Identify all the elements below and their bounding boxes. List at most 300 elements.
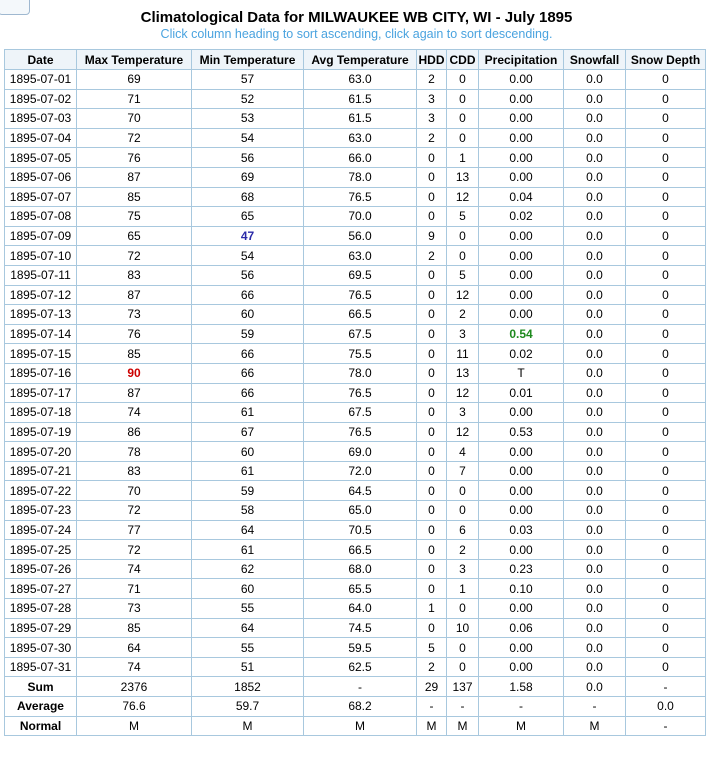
summary-cell-min-temperature: 59.7 — [192, 697, 304, 717]
cell-snow-depth: 0 — [626, 442, 706, 462]
cell-precipitation: 0.54 — [479, 324, 564, 344]
cell-date: 1895-07-16 — [5, 363, 77, 383]
cell-snow-depth: 0 — [626, 167, 706, 187]
summary-cell-min-temperature: M — [192, 716, 304, 736]
cell-snowfall: 0.0 — [564, 481, 626, 501]
cell-date: 1895-07-17 — [5, 383, 77, 403]
summary-cell-precipitation: 1.58 — [479, 677, 564, 697]
cell-date: 1895-07-25 — [5, 540, 77, 560]
cell-snow-depth: 0 — [626, 148, 706, 168]
cell-hdd: 3 — [417, 109, 447, 129]
cell-snowfall: 0.0 — [564, 363, 626, 383]
table-row — [5, 207, 706, 227]
cell-max-temperature: 76 — [77, 324, 192, 344]
cell-max-temperature: 74 — [77, 403, 192, 423]
cell-cdd: 0 — [447, 246, 479, 266]
cell-snow-depth: 0 — [626, 383, 706, 403]
cell-snow-depth: 0 — [626, 109, 706, 129]
cell-min-temperature: 51 — [192, 657, 304, 677]
column-header-snowfall[interactable]: Snowfall — [564, 50, 626, 70]
cell-avg-temperature: 61.5 — [304, 109, 417, 129]
table-row — [5, 305, 706, 325]
cell-hdd: 0 — [417, 167, 447, 187]
cell-snowfall: 0.0 — [564, 422, 626, 442]
cell-cdd: 7 — [447, 461, 479, 481]
cell-cdd: 12 — [447, 187, 479, 207]
cell-cdd: 10 — [447, 618, 479, 638]
cell-max-temperature: 72 — [77, 128, 192, 148]
cell-hdd: 2 — [417, 70, 447, 90]
cell-hdd: 0 — [417, 618, 447, 638]
cell-avg-temperature: 56.0 — [304, 226, 417, 246]
column-header-precipitation[interactable]: Precipitation — [479, 50, 564, 70]
table-row — [5, 226, 706, 246]
cell-snowfall: 0.0 — [564, 461, 626, 481]
cell-date: 1895-07-02 — [5, 89, 77, 109]
cell-precipitation: 0.03 — [479, 520, 564, 540]
cell-hdd: 0 — [417, 501, 447, 521]
cell-snow-depth: 0 — [626, 226, 706, 246]
cell-avg-temperature: 76.5 — [304, 285, 417, 305]
cell-date: 1895-07-03 — [5, 109, 77, 129]
cell-precipitation: 0.00 — [479, 128, 564, 148]
table-row — [5, 501, 706, 521]
summary-label: Average — [5, 697, 77, 717]
cell-hdd: 0 — [417, 344, 447, 364]
cell-snowfall: 0.0 — [564, 618, 626, 638]
cell-avg-temperature: 63.0 — [304, 70, 417, 90]
table-row — [5, 657, 706, 677]
cell-cdd: 12 — [447, 422, 479, 442]
cell-hdd: 1 — [417, 599, 447, 619]
table-row — [5, 148, 706, 168]
cell-hdd: 0 — [417, 265, 447, 285]
cell-hdd: 0 — [417, 422, 447, 442]
table-row — [5, 265, 706, 285]
cell-avg-temperature: 68.0 — [304, 559, 417, 579]
cell-precipitation: 0.00 — [479, 305, 564, 325]
cell-snowfall: 0.0 — [564, 520, 626, 540]
cell-min-temperature: 64 — [192, 618, 304, 638]
summary-cell-max-temperature: 76.6 — [77, 697, 192, 717]
cell-avg-temperature: 65.0 — [304, 501, 417, 521]
cell-precipitation: 0.00 — [479, 70, 564, 90]
cell-max-temperature: 85 — [77, 187, 192, 207]
cell-precipitation: 0.00 — [479, 265, 564, 285]
summary-row-sum — [5, 677, 706, 697]
summary-cell-snow-depth: - — [626, 716, 706, 736]
cell-cdd: 0 — [447, 599, 479, 619]
table-row — [5, 128, 706, 148]
cell-date: 1895-07-04 — [5, 128, 77, 148]
cell-snowfall: 0.0 — [564, 383, 626, 403]
cell-snow-depth: 0 — [626, 363, 706, 383]
table-header-row — [5, 50, 706, 70]
cell-max-temperature: 83 — [77, 461, 192, 481]
cell-avg-temperature: 64.0 — [304, 599, 417, 619]
cell-avg-temperature: 59.5 — [304, 638, 417, 658]
summary-cell-hdd: 29 — [417, 677, 447, 697]
table-summary — [5, 677, 706, 736]
summary-cell-snow-depth: - — [626, 677, 706, 697]
cell-snow-depth: 0 — [626, 559, 706, 579]
cell-snowfall: 0.0 — [564, 207, 626, 227]
cell-date: 1895-07-15 — [5, 344, 77, 364]
cell-snowfall: 0.0 — [564, 167, 626, 187]
cell-precipitation: 0.00 — [479, 657, 564, 677]
cell-snow-depth: 0 — [626, 657, 706, 677]
cell-snowfall: 0.0 — [564, 403, 626, 423]
summary-label: Normal — [5, 716, 77, 736]
table-row — [5, 246, 706, 266]
cell-hdd: 2 — [417, 657, 447, 677]
cell-date: 1895-07-08 — [5, 207, 77, 227]
window-corner-tab — [0, 0, 30, 15]
cell-precipitation: 0.06 — [479, 618, 564, 638]
table-row — [5, 481, 706, 501]
cell-snow-depth: 0 — [626, 638, 706, 658]
cell-hdd: 2 — [417, 246, 447, 266]
cell-min-temperature: 60 — [192, 305, 304, 325]
cell-max-temperature: 72 — [77, 501, 192, 521]
cell-precipitation: 0.00 — [479, 540, 564, 560]
table-row — [5, 579, 706, 599]
cell-date: 1895-07-05 — [5, 148, 77, 168]
table-row — [5, 109, 706, 129]
cell-hdd: 0 — [417, 559, 447, 579]
cell-avg-temperature: 78.0 — [304, 167, 417, 187]
cell-max-temperature: 73 — [77, 305, 192, 325]
cell-precipitation: 0.00 — [479, 167, 564, 187]
cell-cdd: 3 — [447, 559, 479, 579]
table-row — [5, 422, 706, 442]
cell-snowfall: 0.0 — [564, 70, 626, 90]
table-row — [5, 638, 706, 658]
cell-cdd: 5 — [447, 265, 479, 285]
cell-min-temperature: 54 — [192, 128, 304, 148]
cell-min-temperature: 60 — [192, 442, 304, 462]
cell-avg-temperature: 67.5 — [304, 324, 417, 344]
cell-avg-temperature: 61.5 — [304, 89, 417, 109]
cell-cdd: 12 — [447, 285, 479, 305]
cell-snowfall: 0.0 — [564, 559, 626, 579]
cell-date: 1895-07-07 — [5, 187, 77, 207]
summary-cell-snowfall: M — [564, 716, 626, 736]
cell-min-temperature: 61 — [192, 540, 304, 560]
cell-precipitation: 0.00 — [479, 226, 564, 246]
cell-avg-temperature: 66.5 — [304, 305, 417, 325]
cell-date: 1895-07-29 — [5, 618, 77, 638]
cell-snowfall: 0.0 — [564, 599, 626, 619]
summary-cell-max-temperature: M — [77, 716, 192, 736]
cell-max-temperature: 86 — [77, 422, 192, 442]
cell-date: 1895-07-10 — [5, 246, 77, 266]
summary-cell-min-temperature: 1852 — [192, 677, 304, 697]
cell-snow-depth: 0 — [626, 246, 706, 266]
cell-hdd: 9 — [417, 226, 447, 246]
cell-snow-depth: 0 — [626, 207, 706, 227]
summary-cell-precipitation: - — [479, 697, 564, 717]
summary-cell-max-temperature: 2376 — [77, 677, 192, 697]
cell-snowfall: 0.0 — [564, 305, 626, 325]
cell-min-temperature: 52 — [192, 89, 304, 109]
cell-snow-depth: 0 — [626, 618, 706, 638]
cell-precipitation: 0.00 — [479, 461, 564, 481]
cell-cdd: 0 — [447, 70, 479, 90]
cell-min-temperature: 56 — [192, 265, 304, 285]
column-header-snow-depth[interactable]: Snow Depth — [626, 50, 706, 70]
cell-snowfall: 0.0 — [564, 579, 626, 599]
table-row — [5, 363, 706, 383]
cell-max-temperature: 85 — [77, 618, 192, 638]
table-row — [5, 187, 706, 207]
cell-date: 1895-07-23 — [5, 501, 77, 521]
cell-cdd: 2 — [447, 305, 479, 325]
cell-snowfall: 0.0 — [564, 226, 626, 246]
cell-date: 1895-07-26 — [5, 559, 77, 579]
column-header-hdd[interactable]: HDD — [417, 50, 447, 70]
cell-snow-depth: 0 — [626, 89, 706, 109]
cell-precipitation: 0.00 — [479, 148, 564, 168]
cell-date: 1895-07-27 — [5, 579, 77, 599]
cell-cdd: 2 — [447, 540, 479, 560]
cell-max-temperature: 76 — [77, 148, 192, 168]
cell-avg-temperature: 70.0 — [304, 207, 417, 227]
cell-cdd: 0 — [447, 89, 479, 109]
cell-snow-depth: 0 — [626, 501, 706, 521]
cell-snow-depth: 0 — [626, 265, 706, 285]
cell-precipitation: T — [479, 363, 564, 383]
cell-date: 1895-07-11 — [5, 265, 77, 285]
cell-precipitation: 0.00 — [479, 501, 564, 521]
cell-precipitation: 0.00 — [479, 599, 564, 619]
cell-snowfall: 0.0 — [564, 148, 626, 168]
column-header-avg-temperature[interactable]: Avg Temperature — [304, 50, 417, 70]
table-row — [5, 89, 706, 109]
cell-cdd: 0 — [447, 657, 479, 677]
cell-min-temperature: 57 — [192, 70, 304, 90]
cell-snow-depth: 0 — [626, 324, 706, 344]
cell-precipitation: 0.01 — [479, 383, 564, 403]
cell-max-temperature: 72 — [77, 246, 192, 266]
cell-hdd: 0 — [417, 579, 447, 599]
cell-avg-temperature: 65.5 — [304, 579, 417, 599]
cell-cdd: 0 — [447, 128, 479, 148]
cell-avg-temperature: 75.5 — [304, 344, 417, 364]
cell-snow-depth: 0 — [626, 344, 706, 364]
cell-cdd: 12 — [447, 383, 479, 403]
summary-cell-hdd: - — [417, 697, 447, 717]
cell-hdd: 0 — [417, 383, 447, 403]
cell-precipitation: 0.00 — [479, 442, 564, 462]
cell-min-temperature: 60 — [192, 579, 304, 599]
cell-snow-depth: 0 — [626, 187, 706, 207]
cell-max-temperature: 71 — [77, 89, 192, 109]
table-row — [5, 618, 706, 638]
column-header-max-temperature[interactable]: Max Temperature — [77, 50, 192, 70]
cell-snowfall: 0.0 — [564, 442, 626, 462]
cell-max-temperature: 70 — [77, 109, 192, 129]
table-row — [5, 383, 706, 403]
cell-avg-temperature: 69.0 — [304, 442, 417, 462]
cell-date: 1895-07-20 — [5, 442, 77, 462]
cell-cdd: 1 — [447, 579, 479, 599]
cell-min-temperature: 65 — [192, 207, 304, 227]
cell-date: 1895-07-31 — [5, 657, 77, 677]
cell-min-temperature: 62 — [192, 559, 304, 579]
cell-hdd: 5 — [417, 638, 447, 658]
cell-date: 1895-07-30 — [5, 638, 77, 658]
cell-snowfall: 0.0 — [564, 246, 626, 266]
cell-min-temperature: 67 — [192, 422, 304, 442]
cell-min-temperature: 56 — [192, 148, 304, 168]
table-row — [5, 403, 706, 423]
cell-max-temperature: 74 — [77, 657, 192, 677]
cell-min-temperature: 66 — [192, 285, 304, 305]
cell-snow-depth: 0 — [626, 579, 706, 599]
cell-hdd: 0 — [417, 520, 447, 540]
cell-precipitation: 0.00 — [479, 638, 564, 658]
cell-cdd: 0 — [447, 501, 479, 521]
summary-cell-cdd: 137 — [447, 677, 479, 697]
cell-cdd: 6 — [447, 520, 479, 540]
cell-hdd: 0 — [417, 305, 447, 325]
cell-max-temperature: 75 — [77, 207, 192, 227]
cell-date: 1895-07-12 — [5, 285, 77, 305]
cell-min-temperature: 66 — [192, 383, 304, 403]
cell-cdd: 13 — [447, 167, 479, 187]
summary-row-average — [5, 697, 706, 717]
cell-snowfall: 0.0 — [564, 265, 626, 285]
cell-snowfall: 0.0 — [564, 187, 626, 207]
cell-avg-temperature: 64.5 — [304, 481, 417, 501]
cell-precipitation: 0.23 — [479, 559, 564, 579]
cell-hdd: 0 — [417, 363, 447, 383]
cell-avg-temperature: 66.0 — [304, 148, 417, 168]
cell-max-temperature: 70 — [77, 481, 192, 501]
cell-snowfall: 0.0 — [564, 128, 626, 148]
summary-cell-cdd: M — [447, 716, 479, 736]
cell-precipitation: 0.10 — [479, 579, 564, 599]
cell-min-temperature: 69 — [192, 167, 304, 187]
cell-max-temperature: 65 — [77, 226, 192, 246]
cell-snowfall: 0.0 — [564, 344, 626, 364]
cell-min-temperature: 47 — [192, 226, 304, 246]
cell-cdd: 3 — [447, 403, 479, 423]
cell-max-temperature: 74 — [77, 559, 192, 579]
cell-cdd: 0 — [447, 226, 479, 246]
cell-snow-depth: 0 — [626, 403, 706, 423]
cell-hdd: 0 — [417, 207, 447, 227]
cell-max-temperature: 83 — [77, 265, 192, 285]
sort-hint: Click column heading to sort ascending, click again to sort descending. — [160, 27, 553, 41]
cell-hdd: 0 — [417, 481, 447, 501]
cell-avg-temperature: 66.5 — [304, 540, 417, 560]
cell-max-temperature: 69 — [77, 70, 192, 90]
cell-min-temperature: 64 — [192, 520, 304, 540]
cell-precipitation: 0.00 — [479, 285, 564, 305]
table-row — [5, 599, 706, 619]
cell-avg-temperature: 63.0 — [304, 246, 417, 266]
cell-min-temperature: 66 — [192, 344, 304, 364]
column-header-cdd[interactable]: CDD — [447, 50, 479, 70]
cell-hdd: 0 — [417, 148, 447, 168]
cell-snowfall: 0.0 — [564, 109, 626, 129]
cell-precipitation: 0.02 — [479, 344, 564, 364]
table-row — [5, 559, 706, 579]
summary-cell-snowfall: 0.0 — [564, 677, 626, 697]
cell-snowfall: 0.0 — [564, 638, 626, 658]
cell-min-temperature: 53 — [192, 109, 304, 129]
cell-precipitation: 0.00 — [479, 403, 564, 423]
cell-snowfall: 0.0 — [564, 285, 626, 305]
cell-cdd: 0 — [447, 481, 479, 501]
cell-hdd: 0 — [417, 461, 447, 481]
cell-cdd: 1 — [447, 148, 479, 168]
cell-precipitation: 0.00 — [479, 246, 564, 266]
cell-date: 1895-07-13 — [5, 305, 77, 325]
cell-date: 1895-07-28 — [5, 599, 77, 619]
cell-snow-depth: 0 — [626, 599, 706, 619]
cell-min-temperature: 54 — [192, 246, 304, 266]
summary-cell-snow-depth: 0.0 — [626, 697, 706, 717]
table-body — [5, 70, 706, 677]
cell-max-temperature: 87 — [77, 383, 192, 403]
cell-precipitation: 0.04 — [479, 187, 564, 207]
cell-max-temperature: 87 — [77, 285, 192, 305]
cell-snow-depth: 0 — [626, 128, 706, 148]
cell-avg-temperature: 76.5 — [304, 422, 417, 442]
cell-snow-depth: 0 — [626, 70, 706, 90]
cell-cdd: 4 — [447, 442, 479, 462]
cell-snow-depth: 0 — [626, 422, 706, 442]
cell-min-temperature: 61 — [192, 403, 304, 423]
cell-cdd: 13 — [447, 363, 479, 383]
cell-min-temperature: 55 — [192, 599, 304, 619]
cell-snow-depth: 0 — [626, 461, 706, 481]
table-row — [5, 167, 706, 187]
cell-hdd: 3 — [417, 89, 447, 109]
cell-hdd: 0 — [417, 442, 447, 462]
cell-snow-depth: 0 — [626, 481, 706, 501]
cell-max-temperature: 87 — [77, 167, 192, 187]
cell-snow-depth: 0 — [626, 520, 706, 540]
cell-date: 1895-07-24 — [5, 520, 77, 540]
cell-snowfall: 0.0 — [564, 324, 626, 344]
cell-date: 1895-07-22 — [5, 481, 77, 501]
table-row — [5, 285, 706, 305]
column-header-min-temperature[interactable]: Min Temperature — [192, 50, 304, 70]
cell-date: 1895-07-09 — [5, 226, 77, 246]
cell-snowfall: 0.0 — [564, 657, 626, 677]
cell-snowfall: 0.0 — [564, 501, 626, 521]
cell-avg-temperature: 67.5 — [304, 403, 417, 423]
table-row — [5, 70, 706, 90]
page-title: Climatological Data for MILWAUKEE WB CITY, WI - July 1895 — [140, 9, 573, 26]
summary-cell-avg-temperature: - — [304, 677, 417, 697]
cell-max-temperature: 71 — [77, 579, 192, 599]
cell-precipitation: 0.53 — [479, 422, 564, 442]
cell-avg-temperature: 76.5 — [304, 383, 417, 403]
cell-avg-temperature: 76.5 — [304, 187, 417, 207]
cell-max-temperature: 73 — [77, 599, 192, 619]
summary-label: Sum — [5, 677, 77, 697]
cell-max-temperature: 72 — [77, 540, 192, 560]
cell-max-temperature: 64 — [77, 638, 192, 658]
cell-snowfall: 0.0 — [564, 89, 626, 109]
cell-avg-temperature: 72.0 — [304, 461, 417, 481]
column-header-date[interactable]: Date — [5, 50, 77, 70]
